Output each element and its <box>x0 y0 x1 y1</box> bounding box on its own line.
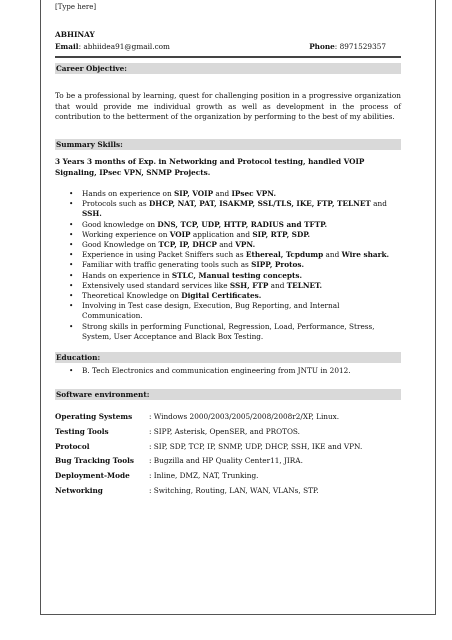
skill-text: Extensively used standard services like <box>82 280 230 290</box>
skill-text: Experience in using Packet Sniffers such as <box>82 250 246 260</box>
skill-text: Protocols such as <box>82 199 149 209</box>
skill-text: SIPP, Protos. <box>251 260 304 270</box>
skill-text: Hands on experience in <box>82 270 172 280</box>
software-row <box>55 427 401 442</box>
skills-list <box>55 189 401 342</box>
software-value: : SIPP, Asterisk, OpenSER, and PROTOS. <box>149 426 300 436</box>
skill-item <box>82 189 401 199</box>
header-placeholder: [Type here] <box>55 3 97 11</box>
skill-text: and <box>216 240 236 250</box>
skill-text: DHCP, NAT, PAT, ISAKMP, SSL/TLS, IKE, FTP, TELNET <box>148 199 371 209</box>
skill-text: TELNET. <box>286 280 323 290</box>
skill-text: Theoretical Knowledge on <box>82 291 182 301</box>
skill-item <box>82 250 401 260</box>
education-item: • B. Tech Electronics and communication engineering from JNTU in 2012. <box>82 366 401 376</box>
software-environment-heading: Software environment: <box>55 389 401 400</box>
skill-text: Involving in Test case design, Execution, Bug Reporting, and Internal Communication. <box>82 301 340 321</box>
software-key: Deployment-Mode <box>55 471 130 481</box>
skill-text: Strong skills in performing Functional, Regression, Load, Performance, Stress, System, User Acceptance and Black Box Testing. <box>82 321 375 341</box>
skill-text: application and <box>190 229 253 239</box>
software-row <box>55 456 401 471</box>
summary-intro: 3 Years 3 months of Exp. in Networking and Protocol testing, handled VOIP Signaling, IPsec VPN, SNMP Projects. <box>55 157 365 177</box>
skill-text: Working experience on <box>82 229 170 239</box>
skill-text: Hands on experience on <box>82 189 174 198</box>
software-value: : Switching, Routing, LAN, WAN, VLANs, STP. <box>149 485 319 495</box>
header-divider <box>55 56 401 58</box>
skill-item <box>82 281 401 291</box>
skill-text: and <box>323 250 342 260</box>
skill-text: Good knowledge on <box>82 219 158 229</box>
skill-item <box>82 240 401 250</box>
software-value: : Windows 2000/2003/2005/2008/2008r2/XP, Linux. <box>149 412 340 421</box>
skill-text: Familiar with traffic generating tools such as <box>82 260 252 270</box>
phone-value: : 8971529357 <box>334 42 386 51</box>
skill-item <box>82 230 401 240</box>
candidate-name: ABHINAY <box>55 30 95 39</box>
skill-text: SSH. <box>82 209 102 219</box>
summary-skills-heading: Summary Skills: <box>55 139 401 150</box>
software-row <box>55 412 401 427</box>
skill-text: Ethereal, Tcpdump <box>245 250 324 260</box>
software-row <box>55 442 401 457</box>
skill-item <box>82 322 401 342</box>
skill-text: DNS, TCP, UDP, HTTP, RADIUS and TFTP. <box>157 219 327 229</box>
software-row <box>55 486 401 501</box>
software-environment-table <box>55 412 401 501</box>
skill-text: Good Knowledge on <box>82 240 159 250</box>
education-list <box>55 366 401 376</box>
skill-text: Digital Certificates. <box>181 291 262 301</box>
skill-item <box>82 301 401 321</box>
skill-item <box>82 291 401 301</box>
skill-text: IPsec VPN. <box>231 189 276 198</box>
skill-text: STLC, Manual testing concepts. <box>171 270 302 280</box>
skill-text: and <box>268 280 287 290</box>
software-value: : Bugzilla and HP Quality Center11, JIRA. <box>149 456 303 466</box>
software-value: : SIP, SDP, TCP, IP, SNMP, UDP, DHCP, SSH, IKE and VPN. <box>149 441 363 451</box>
software-key: Testing Tools <box>55 426 109 436</box>
skill-text: VOIP <box>169 229 191 239</box>
skill-item <box>82 220 401 230</box>
software-key: Protocol <box>55 441 90 451</box>
skill-text: SIP, VOIP <box>173 189 214 198</box>
phone <box>309 42 386 51</box>
career-objective-heading: Career Objective: <box>55 63 401 74</box>
skill-text: VPN. <box>235 240 256 250</box>
skill-text: Wire shark. <box>341 250 390 260</box>
contact-line <box>55 42 386 51</box>
software-value: : Inline, DMZ, NAT, Trunking. <box>149 471 259 481</box>
skill-item <box>82 199 401 219</box>
skill-item <box>82 260 401 270</box>
career-objective-text: To be a professional by learning, quest for challenging position in a progressive organization that would provide me individual growth as well as development in the process of contribution to the betterment of the organization by performing to the best of my abilities. <box>55 91 401 122</box>
skill-text: SIP, RTP, SDP. <box>252 229 311 239</box>
skill-text: TCP, IP, DHCP <box>158 240 217 250</box>
software-key: Networking <box>55 485 103 495</box>
skill-text: and <box>213 189 232 198</box>
skill-text: SSH, FTP <box>229 280 269 290</box>
software-key: Operating Systems <box>55 412 133 421</box>
software-row <box>55 471 401 486</box>
email-value: : abhiidea91@gmail.com <box>78 42 170 51</box>
phone-label: Phone <box>309 42 335 51</box>
skill-text: and <box>370 199 387 209</box>
software-key: Bug Tracking Tools <box>55 456 135 466</box>
skill-item <box>82 271 401 281</box>
email-label: Email <box>55 42 79 51</box>
education-heading: Education: <box>55 352 401 363</box>
